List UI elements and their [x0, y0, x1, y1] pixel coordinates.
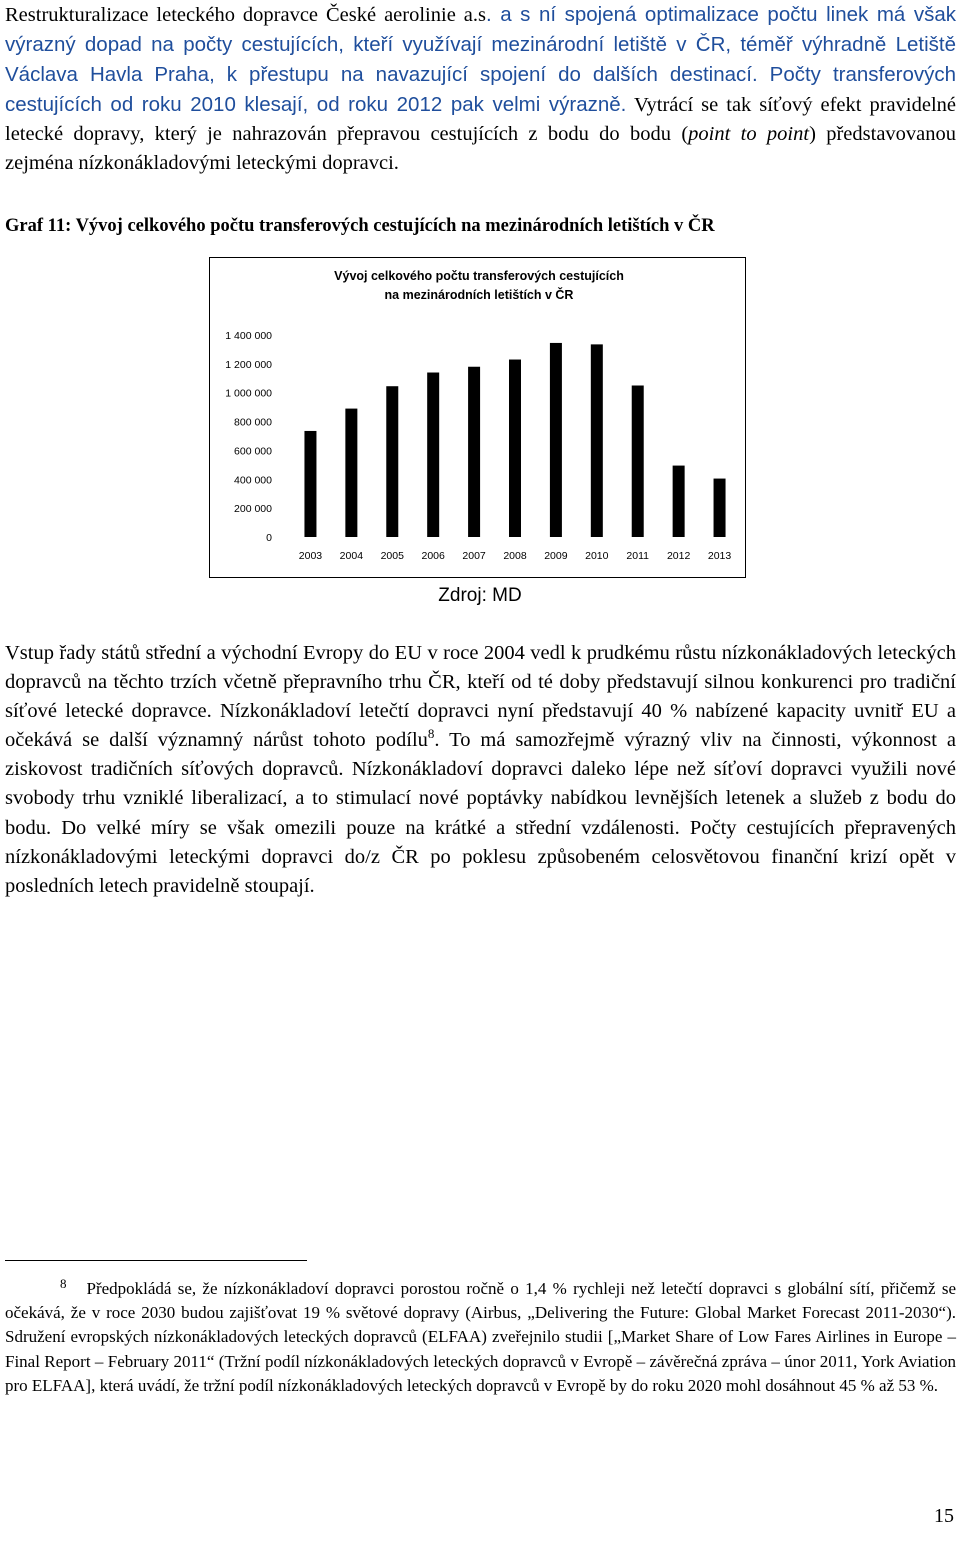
y-tick-label: 1 400 000: [225, 330, 272, 342]
y-tick-label: 200 000: [234, 503, 272, 516]
bar-2007: [468, 367, 480, 537]
y-tick-label: 600 000: [234, 445, 272, 458]
bar-2003: [304, 431, 316, 537]
chart-title-line2: na mezinárodních letištích v ČR: [384, 288, 574, 302]
x-tick-label: 2007: [462, 550, 486, 562]
x-tick-label: 2012: [666, 550, 691, 562]
page-number: 15: [934, 1505, 954, 1527]
y-tick-label: 0: [266, 532, 272, 544]
bar-2006: [427, 373, 439, 537]
bar-2008: [509, 360, 521, 537]
bar-2004: [345, 409, 357, 537]
intro-text-3: Počty transferových cestujících od roku 2010 klesají, od roku 2012 pak velmi výrazně.: [5, 63, 956, 116]
y-tick-label: 800 000: [234, 416, 272, 429]
bar-chart: [209, 257, 746, 578]
x-tick-label: 2003: [298, 550, 323, 562]
bars: [304, 343, 725, 537]
x-tick-label: 2008: [503, 550, 527, 562]
x-tick-label: 2009: [544, 550, 568, 562]
x-tick-label: 2010: [585, 550, 609, 562]
figure-caption: Graf 11: Vývoj celkového počtu transferových cestujících na mezinárodních letištích v ČR: [5, 216, 715, 236]
intro-text-2: . a s ní spojená optimalizace počtu linek má však výrazný dopad na počty cestujících, kteří využívají mezinárodní letiště v ČR, téměř výhradně Letiště Václava Havla Praha, k přestupu na navazující spojení do dalších destinací.: [5, 3, 956, 86]
main-text-1: Vstup řady států střední a východní Evropy do EU v roce 2004 vedl k prudkému růstu nízkonákladových leteckých dopravců na těchto trzích včetně přepravního trhu ČR, kteří od té doby představují silnou konkurenci pro tradiční síťové letecké dopravce. Nízkonákladoví letečtí dopravci nyní představují 40 % nabízené kapacity uvnitř EU a očekává se další významný nárůst tohoto podílu: [5, 642, 956, 752]
bar-2012: [673, 466, 685, 537]
intro-text-5: ) představovanou zejména nízkonákladovými leteckými dopravci.: [5, 123, 957, 174]
bar-2013: [714, 479, 726, 537]
x-tick-label: 2005: [380, 550, 404, 562]
bar-2010: [591, 344, 603, 537]
x-axis-labels: [299, 550, 732, 562]
intro-paragraph: [5, 0, 956, 178]
x-tick-label: 2006: [421, 550, 445, 562]
main-paragraph: [5, 639, 956, 901]
intro-text-4: Vytrácí se tak síťový efekt pravidelné letecké dopravy, který je nahrazován přepravou cestujících z bodu do bodu (: [5, 94, 956, 145]
footnote: [5, 1272, 956, 1398]
y-tick-label: 400 000: [234, 474, 272, 487]
chart-title-line1: Vývoj celkového počtu transferových cestujících: [334, 269, 624, 283]
source-note: Zdroj: MD: [438, 585, 522, 606]
y-tick-label: 1 200 000: [225, 358, 272, 371]
y-tick-label: 1 000 000: [225, 387, 272, 400]
footnote-text: Předpokládá se, že nízkonákladoví dopravci porostou ročně o 1,4 % rychleji než letečtí dopravci s globální sítí, přičemž se očekává, že v roce 2030 budou zajišťovat 19 % světové dopravy (Airbus, „Delivering the Future: Global Market Forecast 2011-2030“). Sdružení evropských nízkonákladových leteckých dopravců (ELFAA) zveřejnilo studii [„Market Share of Low Fares Airlines in Europe – Final Report – February 2011“ (Tržní podíl nízkonákladových leteckých dopravců v Evropě – závěrečná zpráva – únor 2011, York Aviation pro ELFAA], která uvádí, že tržní podíl nízkonákladových leteckých dopravců v Evropě by do roku 2020 mohl dosáhnout 45 % až 53 %.: [5, 1279, 956, 1395]
x-tick-label: 2011: [626, 550, 650, 562]
intro-text-1: Restrukturalizace leteckého dopravce České aerolinie a.s: [5, 4, 486, 26]
intro-italic: point to point: [688, 123, 810, 145]
y-axis-ticks: [225, 330, 272, 544]
x-tick-label: 2013: [707, 550, 732, 562]
main-text-2: . To má samozřejmě výrazný vliv na činnosti, výkonnost a ziskovost tradičních síťových dopravců. Nízkonákladoví dopravci daleko lépe než síťoví dopravci využili nové svobody trhu vzniklé liberalizací, a to stimulací nové poptávky nabídkou levnějších letenek a služeb z bodu do bodu. Do velké míry se však omezili pouze na krátké a střední vzdálenosti. Počty cestujících přepravených nízkonákladovými leteckými dopravci do/z ČR po poklesu způsobeném celosvětovou finanční krizí opět v posledních letech pravidelně stoupají.: [5, 729, 956, 897]
bar-2005: [386, 386, 398, 537]
bar-2011: [632, 386, 644, 538]
footnote-ref[interactable]: 8: [427, 726, 435, 742]
footnote-number: 8: [60, 1276, 67, 1291]
x-tick-label: 2004: [339, 550, 364, 562]
bar-2009: [550, 343, 562, 537]
footnote-separator: [5, 1260, 307, 1261]
